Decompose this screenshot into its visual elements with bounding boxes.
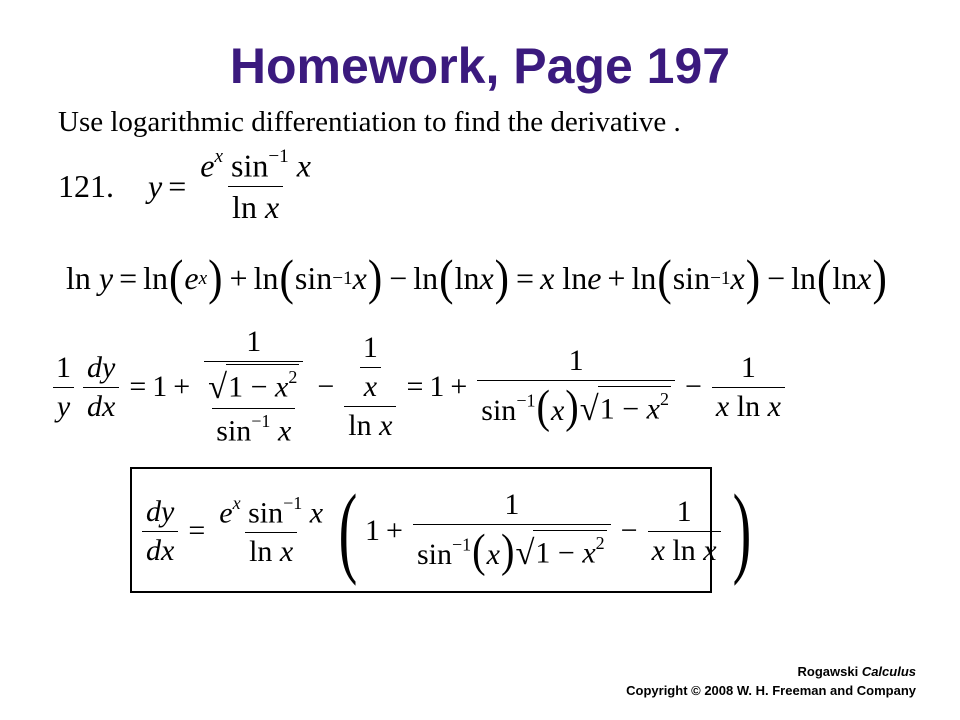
- log-step-equation: ln y = ln ( e x ) + ln ( sin −1 x ) − ln ( ln x ) = x ln e + ln ( sin −1 x ) − ln ( ln x ): [66, 251, 887, 306]
- derivative-step-equation: $\frac{1}{y}$ $\frac{dy}{dx}$ = 1 + 1 √ $1 - x^2$ $\sin^{-1} x$ − $\frac{\frac{1}{x}}{\text{ln x}}$ = 1 + 1 $\sin^{-1}(x)$ √ $1 - x^2$ − $\frac{1}{\text{x ln x}}$: [48, 322, 789, 452]
- ln-derivative-fraction: $\frac{\frac{1}{x}}{\text{ln x}}$: [344, 331, 396, 443]
- final-dy-dx: $\frac{dy}{dx}$: [142, 495, 178, 568]
- dy-dx: $\frac{dy}{dx}$: [83, 351, 119, 424]
- footer: [626, 662, 916, 700]
- footer-attribution: [626, 662, 916, 681]
- footer-copyright: Copyright © 2008 W. H. Freeman and Company: [626, 683, 916, 698]
- simplified-arcsin-term: 1 $\sin^{-1}(x)$ √ $1 - x^2$: [477, 344, 675, 430]
- instruction-text: Use logarithmic differentiation to find the derivative .: [58, 106, 681, 138]
- footer-author: Rogawski: [797, 664, 862, 679]
- problem-fraction: $\frac{e^x \sin^{-1} x}{\text{ln x}}$: [200, 146, 311, 226]
- final-function-fraction: $\frac{e^x \sin^{-1} x}{\text{ln x}}$: [219, 492, 324, 569]
- footer-book: Calculus: [861, 664, 916, 679]
- problem-equation: y = $\frac{e^x \sin^{-1} x}{\text{ln x}}$: [148, 146, 319, 226]
- simplified-ln-term: $\frac{1}{\text{x ln x}}$: [712, 351, 785, 424]
- problem-statement: [58, 146, 319, 226]
- slide-title: Homework, Page 197: [229, 38, 731, 94]
- problem-number: 121.: [58, 167, 114, 204]
- arcsin-derivative-fraction: 1 √ $1 - x^2$ $\sin^{-1} x$: [200, 325, 307, 449]
- one-over-y: $\frac{1}{y}$: [52, 351, 75, 424]
- final-arcsin-term: 1 $\sin^{-1}(x)$ √ $1 - x^2$: [413, 488, 611, 574]
- final-ln-term: $\frac{1}{\text{x ln x}}$: [648, 495, 721, 568]
- final-answer-equation: $\frac{dy}{dx}$ = $\frac{e^x \sin^{-1} x}{\text{ln x}}$ ( 1 + 1 $\sin^{-1}(x)$ √ $1 - x^2$ − $\frac{1}{\text{x ln x}}$ ): [138, 476, 759, 586]
